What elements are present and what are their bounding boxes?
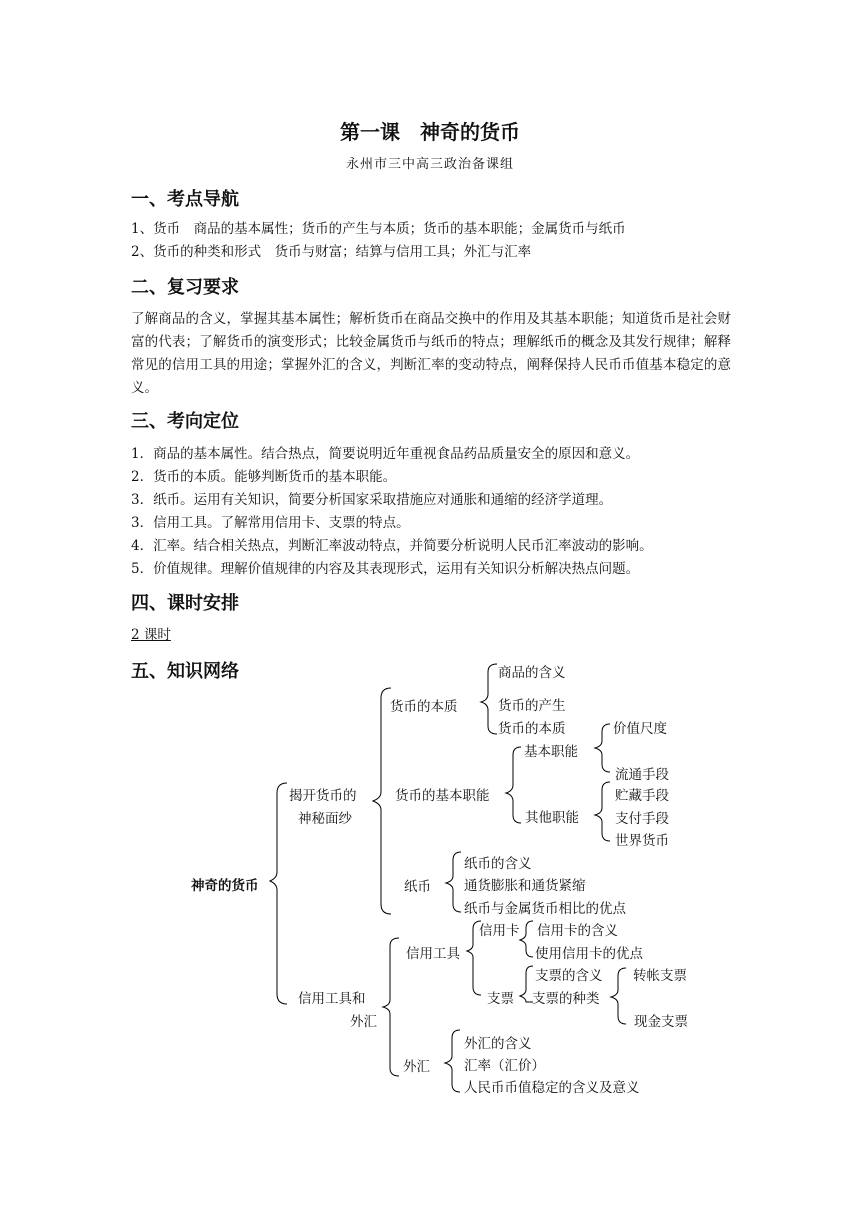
node-basic: 基本职能 — [524, 744, 578, 760]
check-item-1: 支票的含义 — [535, 968, 603, 984]
node-other: 其他职能 — [525, 810, 579, 826]
brace-reveal — [373, 688, 391, 914]
s3-item-1: 1．商品的基本属性。结合热点，简要说明近年重视食品药品质量安全的原因和意义。 — [131, 446, 640, 462]
paper-item-1: 纸币的含义 — [464, 856, 532, 872]
section-heading-5: 五、知识网络 — [131, 661, 239, 682]
section-heading-4: 四、课时安排 — [131, 593, 239, 614]
card-item-1: 信用卡的含义 — [537, 923, 618, 939]
fx-item-1: 外汇的含义 — [464, 1036, 532, 1052]
brace-fx — [445, 1030, 460, 1092]
section-heading-3: 三、考向定位 — [131, 411, 239, 432]
node-card: 信用卡 — [479, 923, 520, 939]
class-hours: 2 课时 — [131, 627, 171, 643]
basic-item-2: 流通手段 — [615, 767, 669, 783]
node-root: 神奇的货币 — [191, 878, 259, 894]
brace-root — [270, 783, 287, 1004]
paper-item-3: 纸币与金属货币相比的优点 — [464, 901, 626, 917]
other-item-1: 贮藏手段 — [615, 788, 669, 804]
page-subtitle: 永州市三中高三政治备课组 — [345, 157, 514, 172]
other-item-3: 世界货币 — [615, 833, 669, 849]
s3-item-2: 2．货币的本质。能够判断货币的基本职能。 — [131, 469, 397, 485]
check-type-2: 现金支票 — [634, 1014, 688, 1030]
basic-item-1: 价值尺度 — [613, 721, 667, 737]
check-type-1: 转帐支票 — [633, 968, 687, 984]
section-heading-1: 一、考点导航 — [131, 189, 239, 210]
fx-item-3: 人民币币值稳定的含义及意义 — [464, 1080, 640, 1096]
s3-item-6: 5．价值规律。理解价值规律的内容及其表现形式，运用有关知识分析解决热点问题。 — [131, 561, 640, 577]
node-essence: 货币的本质 — [390, 699, 458, 715]
s3-item-4: 3．信用工具。了解常用信用卡、支票的特点。 — [131, 515, 410, 531]
node-credit: 信用工具 — [406, 946, 460, 962]
node-check: 支票 — [487, 991, 514, 1007]
brace-check-types — [611, 968, 626, 1024]
brace-credit-fx — [383, 938, 399, 1076]
s2-paragraph: 了解商品的含义，掌握其基本属性；解析货币在商品交换中的作用及其基本职能；知道货币是社会财富的代表；了解货币的演变形式；比较金属货币与纸币的特点；理解纸币的概念及其发行规律；解释常见的信用工具的用途；掌握外汇的含义，判断汇率的变动特点，阐释保持人民币币值基本稳定的意义。 — [131, 311, 731, 396]
brace-other — [595, 782, 610, 841]
s3-item-5: 4．汇率。结合相关热点，判断汇率波动特点，并简要分析说明人民币汇率波动的影响。 — [131, 538, 653, 554]
brace-paper — [446, 852, 461, 912]
essence-item-2: 货币的产生 — [498, 698, 566, 714]
brace-functions — [506, 747, 521, 823]
check-item-2: 支票的种类 — [532, 991, 600, 1007]
page-title: 第一课 神奇的货币 — [340, 120, 520, 144]
node-reveal-line1: 揭开货币的 — [289, 788, 357, 804]
card-item-2: 使用信用卡的优点 — [535, 946, 643, 962]
brace-card — [520, 921, 533, 957]
s1-line-1: 1、货币 商品的基本属性；货币的产生与本质；货币的基本职能；金属货币与纸币 — [131, 221, 626, 237]
node-credit-fx-line1: 信用工具和 — [298, 991, 366, 1007]
section-heading-2: 二、复习要求 — [131, 277, 239, 298]
s3-item-3: 3．纸币。运用有关知识，简要分析国家采取措施应对通胀和通缩的经济学道理。 — [131, 492, 613, 508]
other-item-2: 支付手段 — [615, 811, 669, 827]
essence-item-3: 货币的本质 — [498, 721, 566, 737]
essence-item-1: 商品的含义 — [498, 665, 566, 681]
node-fx: 外汇 — [403, 1059, 430, 1075]
node-reveal-line2: 神秘面纱 — [298, 811, 352, 827]
paper-item-2: 通货膨胀和通货紧缩 — [464, 878, 586, 894]
brace-basic — [595, 724, 610, 772]
node-paper: 纸币 — [404, 879, 431, 895]
node-credit-fx-line2: 外汇 — [350, 1014, 377, 1030]
node-functions: 货币的基本职能 — [395, 788, 490, 804]
s1-line-2: 2、货币的种类和形式 货币与财富；结算与信用工具；外汇与汇率 — [131, 244, 532, 260]
brace-essence — [481, 664, 497, 734]
fx-item-2: 汇率（汇价） — [464, 1058, 545, 1074]
